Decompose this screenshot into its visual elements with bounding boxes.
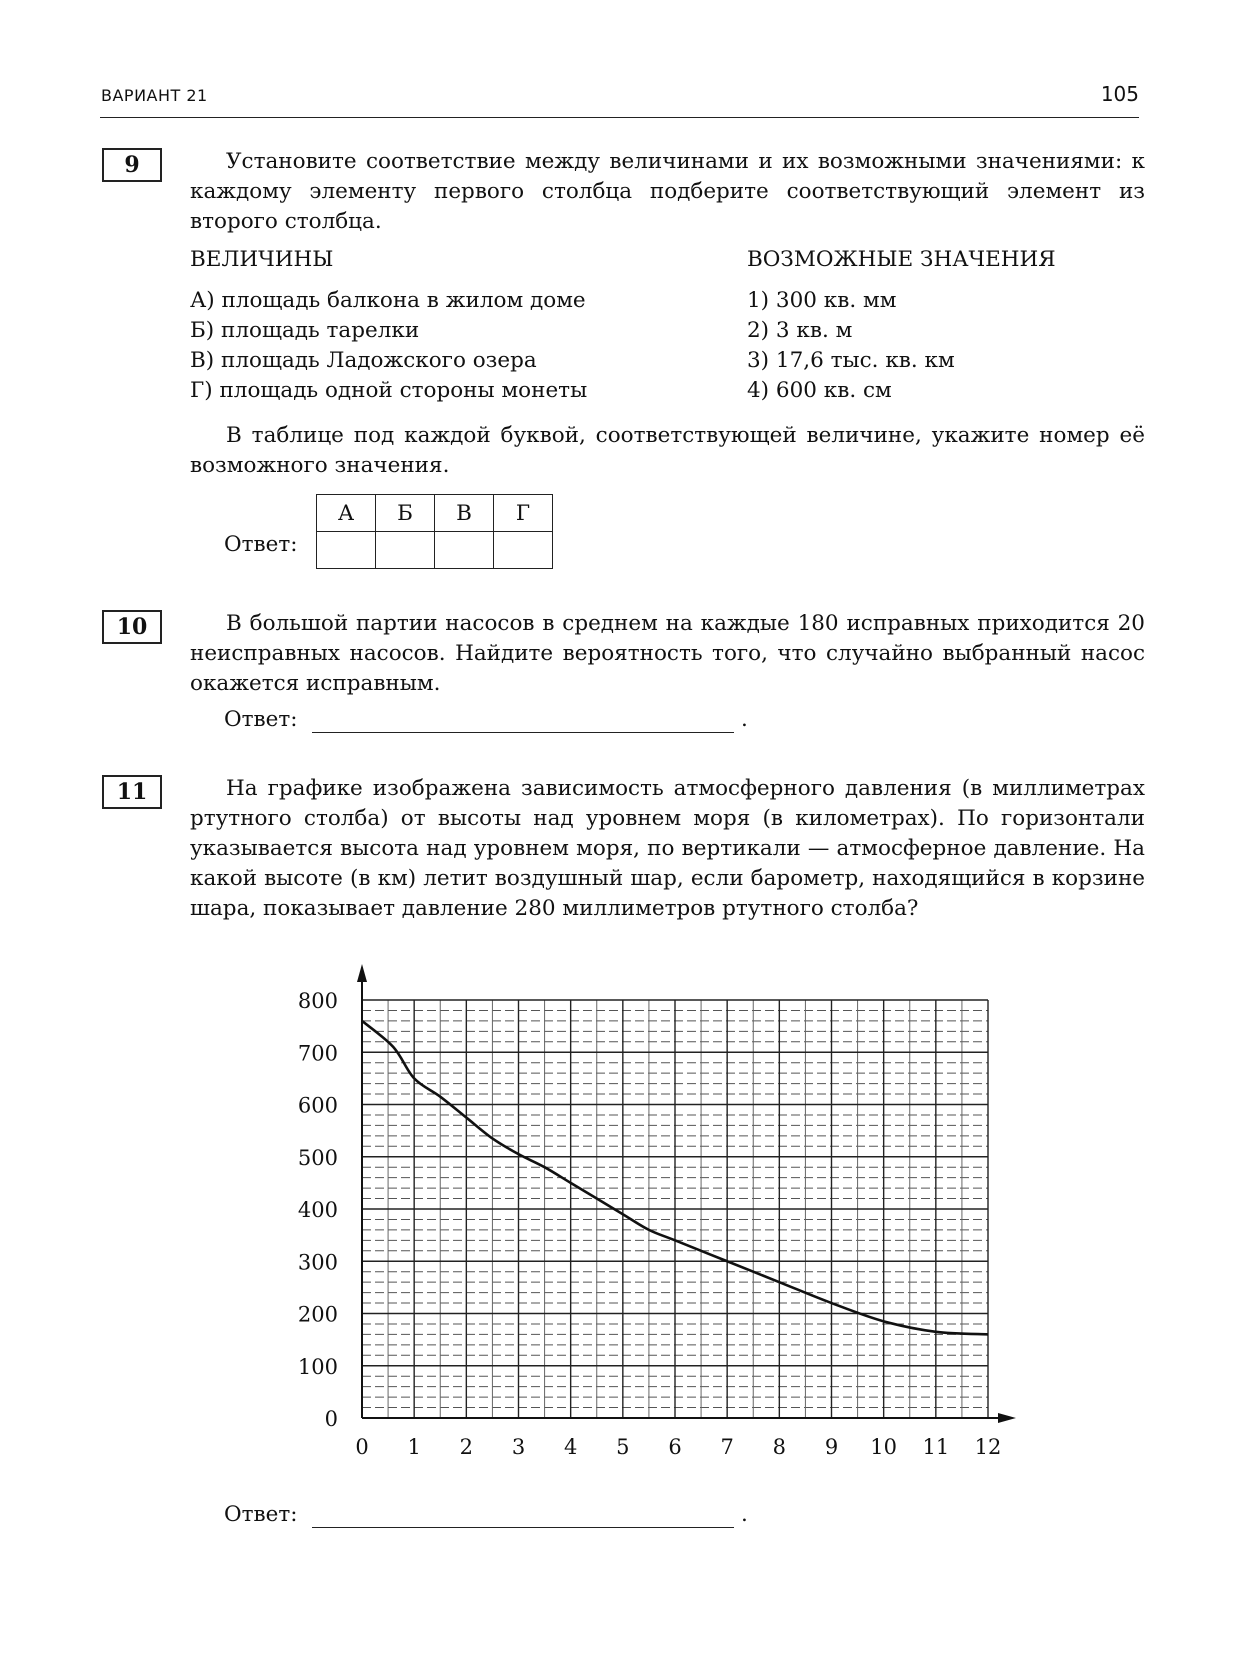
task-10-number: 10 — [102, 610, 162, 644]
value-item: 4) 600 кв. см — [747, 378, 892, 403]
quantity-item: А) площадь балкона в жилом доме — [190, 288, 586, 313]
y-tick-label: 500 — [297, 1145, 338, 1170]
x-tick-label: 3 — [511, 1435, 526, 1459]
x-tick-label: 8 — [772, 1435, 787, 1459]
quantity-item: Г) площадь одной стороны монеты — [190, 378, 588, 403]
task-9-instruction: В таблице под каждой буквой, соответствующей величине, укажите номер её возможного значения. — [190, 423, 1145, 478]
x-tick-label: 11 — [922, 1435, 950, 1459]
y-tick-label: 300 — [297, 1250, 338, 1275]
y-tick-label: 600 — [297, 1093, 338, 1118]
table-header-a: А — [317, 495, 376, 532]
x-tick-label: 1 — [407, 1435, 421, 1459]
x-axis-arrow — [998, 1413, 1016, 1423]
task-10-text: В большой партии насосов в среднем на каждые 180 исправных приходится 20 неисправных насосов. Найдите вероятность того, что случайно выбранный насос окажется исправным. — [190, 611, 1145, 696]
task-10-answer-label: Ответ: — [224, 707, 298, 732]
x-tick-label: 12 — [974, 1435, 1002, 1459]
task-11-number: 11 — [102, 775, 162, 809]
x-tick-label: 10 — [870, 1435, 898, 1459]
variant-title: ВАРИАНТ 21 — [101, 86, 208, 105]
table-header-b: Б — [376, 495, 435, 532]
task-11-answer-field[interactable] — [312, 1527, 734, 1528]
x-tick-label: 9 — [824, 1435, 839, 1459]
y-tick-label: 800 — [297, 989, 338, 1013]
y-tick-label: 700 — [297, 1041, 338, 1066]
task-9-answer-label: Ответ: — [224, 532, 298, 557]
y-tick-label: 0 — [324, 1407, 338, 1431]
quantity-item: Б) площадь тарелки — [190, 318, 420, 343]
quantities-heading: ВЕЛИЧИНЫ — [190, 247, 334, 272]
y-tick-label: 200 — [297, 1302, 338, 1327]
task-11-answer-label: Ответ: — [224, 1502, 298, 1527]
x-tick-label: 6 — [668, 1435, 682, 1459]
x-tick-label: 2 — [459, 1435, 474, 1459]
values-heading: ВОЗМОЖНЫЕ ЗНАЧЕНИЯ — [747, 247, 1056, 272]
table-header-g: Г — [494, 495, 553, 532]
task-9-text: Установите соответствие между величинами и их возможными значениями: к каждому элементу первого столбца подберите соответствующий элемент из второго столбца. — [190, 149, 1145, 234]
task-11-answer-dot: . — [741, 1502, 748, 1527]
value-item: 2) 3 кв. м — [747, 318, 853, 343]
chart-axes — [357, 964, 1016, 1423]
task-9-number: 9 — [102, 148, 162, 182]
x-tick-label: 0 — [355, 1435, 369, 1459]
task-10-answer-dot: . — [741, 707, 748, 732]
page-number: 105 — [1100, 82, 1139, 106]
y-tick-label: 100 — [297, 1354, 338, 1379]
value-item: 1) 300 кв. мм — [747, 288, 897, 313]
x-tick-label: 5 — [616, 1435, 630, 1459]
quantity-item: В) площадь Ладожского озера — [190, 348, 537, 373]
x-tick-label: 7 — [720, 1435, 734, 1459]
y-axis-arrow — [357, 964, 367, 982]
value-item: 3) 17,6 тыс. кв. км — [747, 348, 955, 373]
x-tick-label: 4 — [563, 1435, 578, 1459]
y-tick-label: 400 — [297, 1198, 338, 1222]
table-header-v: В — [435, 495, 494, 532]
task-11-text: На графике изображена зависимость атмосферного давления (в миллиметрах ртутного столба) от высоты над уровнем моря (в километрах). По горизонтали указывается высота над уровнем моря, по вертикали — атмосферное давление. На какой высоте (в км) летит воздушный шар, если барометр, находящийся в корзине шара, показывает давление 280 миллиметров ртутного столба? — [190, 776, 1145, 921]
